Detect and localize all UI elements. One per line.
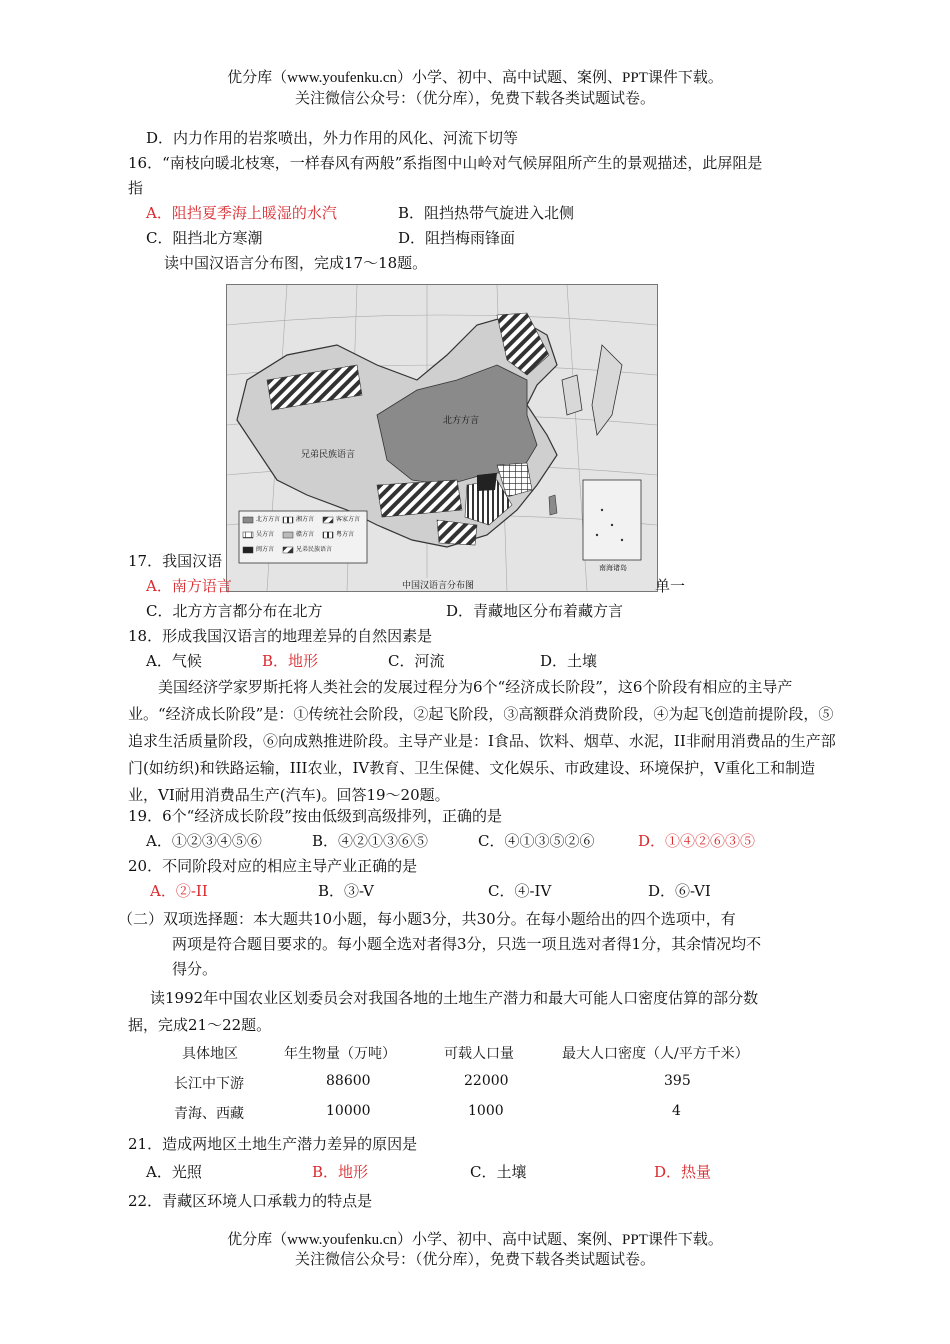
section2-line3: 得分。: [172, 960, 218, 978]
q22-stem: 22．青藏区环境人口承载力的特点是: [128, 1192, 373, 1210]
map-label-north: 北方方言: [443, 416, 480, 426]
legend-min: 闽方言: [256, 546, 275, 553]
table-cell: 10000: [326, 1103, 371, 1119]
q19-stem: 19．6个“经济成长阶段”按由低级到高级排列，正确的是: [128, 807, 502, 825]
legend-wu: 吴方言: [256, 531, 275, 538]
q16-option-a: A．阻挡夏季海上暖湿的水汽: [146, 204, 337, 222]
intro21-line1: 读1992年中国农业区划委员会对我国各地的土地生产潜力和最大可能人口密度估算的部分数: [150, 989, 759, 1007]
q19-option-c: C．④①③⑤②⑥: [478, 832, 595, 850]
table-cell: 1000: [468, 1103, 504, 1119]
q20-stem: 20．不同阶段对应的相应主导产业正确的是: [128, 857, 418, 875]
q16-option-d: D．阻挡梅雨锋面: [398, 229, 516, 247]
table-header-density: 最大人口密度（人/平方千米）: [562, 1046, 749, 1062]
q18-stem: 18．形成我国汉语言的地理差异的自然因素是: [128, 627, 433, 645]
table-cell: 4: [672, 1103, 681, 1119]
q21-option-a: A．光照: [146, 1163, 202, 1181]
legend-north: 北方方言: [256, 516, 281, 523]
page-header-line2: 关注微信公众号：（优分库），免费下载各类试题试卷。: [294, 91, 655, 107]
q16-stem-cont: 指: [128, 179, 144, 197]
q18-option-a: A．气候: [146, 652, 202, 670]
q17-option-a: A．南方语言: [146, 577, 232, 595]
q20-option-b: B．③-V: [318, 882, 374, 900]
table-cell: 长江中下游: [174, 1076, 244, 1092]
q20-option-a: A．②-II: [150, 882, 208, 900]
q21-stem: 21．造成两地区土地生产潜力差异的原因是: [128, 1135, 418, 1153]
q17-stem: 17．我国汉语: [128, 552, 223, 570]
q19-option-d: D．①④②⑥③⑤: [638, 832, 756, 850]
q16-option-b: B．阻挡热带气旋进入北侧: [398, 204, 575, 222]
q20-option-d: D．⑥-VI: [648, 882, 711, 900]
q15-option-d: D．内力作用的岩浆喷出，外力作用的风化、河流下切等: [146, 129, 519, 147]
q17-option-b-tail: 单一: [655, 577, 686, 595]
page-footer-line1: 优分库（www.youfenku.cn）小学、初中、高中试题、案例、PPT课件下载。: [227, 1232, 723, 1248]
q18-option-d: D．土壤: [540, 652, 598, 670]
q21-option-d: D．热量: [654, 1163, 712, 1181]
page-header-line1: 优分库（www.youfenku.cn）小学、初中、高中试题、案例、PPT课件下载。: [227, 70, 723, 86]
map-intro: 读中国汉语言分布图，完成17～18题。: [164, 254, 428, 272]
q17-option-c: C．北方方言都分布在北方: [146, 602, 323, 620]
table-header-biomass: 年生物量（万吨）: [284, 1046, 396, 1062]
table-cell: 395: [664, 1073, 691, 1089]
legend-yue: 粤方言: [336, 531, 355, 538]
q17-option-d: D．青藏地区分布着藏方言: [446, 602, 624, 620]
q16-option-c: C．阻挡北方寒潮: [146, 229, 263, 247]
table-cell: 22000: [464, 1073, 509, 1089]
china-dialect-map: [226, 284, 658, 592]
q21-option-b: B．地形: [312, 1163, 369, 1181]
legend-hakka: 客家方言: [336, 516, 361, 523]
table-header-region: 具体地区: [182, 1046, 238, 1062]
legend-gan: 赣方言: [296, 531, 315, 538]
table-cell: 88600: [326, 1073, 371, 1089]
legend-xiang: 湘方言: [296, 516, 315, 523]
map-drawing: [227, 285, 657, 591]
q16-stem: 16．“南枝向暖北枝寒，一样春风有两般”系指图中山岭对气候屏阻所产生的景观描述，此屏阻是: [128, 154, 763, 172]
q18-option-c: C．河流: [388, 652, 445, 670]
intro21-line2: 据，完成21～22题。: [128, 1016, 272, 1034]
page-footer-line2: 关注微信公众号：（优分库），免费下载各类试题试卷。: [294, 1252, 655, 1268]
section2-line2: 两项是符合题目要求的。每小题全选对者得3分，只选一项且选对者得1分，其余情况均不: [172, 935, 762, 953]
map-label-south-sea: 南海诸岛: [599, 564, 627, 572]
q19-option-b: B．④②①③⑥⑤: [312, 832, 429, 850]
map-caption: 中国汉语言分布图: [398, 578, 478, 591]
table-header-capacity: 可载人口量: [444, 1046, 514, 1062]
q19-option-a: A．①②③④⑤⑥: [146, 832, 262, 850]
q21-option-c: C．土壤: [470, 1163, 527, 1181]
map-label-other-lang: 兄弟民族语言: [301, 450, 356, 460]
table-cell: 青海、西藏: [174, 1106, 244, 1122]
passage-19-20: 美国经济学家罗斯托将人类社会的发展过程分为6个“经济成长阶段”，这6个阶段有相应的主导产业。“经济成长阶段”是：①传统社会阶段，②起飞阶段，③高额群众消费阶段，④为起飞创造前提阶段，⑤追求生活质量阶段，⑥向成熟推进阶段。主导产业是：I食品、饮料、烟草、水泥，II非耐用消费品的生产部门(如纺织)和铁路运输，III农业，IV教育、卫生保健、文化娱乐、市政建设、环境保护，V重化工和制造业，VI耐用消费品生产(汽车)。回答19～20题。: [128, 678, 836, 804]
section2-line1: （二）双项选择题：本大题共10小题，每小题3分，共30分。在每小题给出的四个选项中，有: [118, 910, 736, 928]
q20-option-c: C．④-IV: [488, 882, 552, 900]
legend-minority: 兄弟民族语言: [296, 546, 333, 553]
q18-option-b: B．地形: [262, 652, 319, 670]
